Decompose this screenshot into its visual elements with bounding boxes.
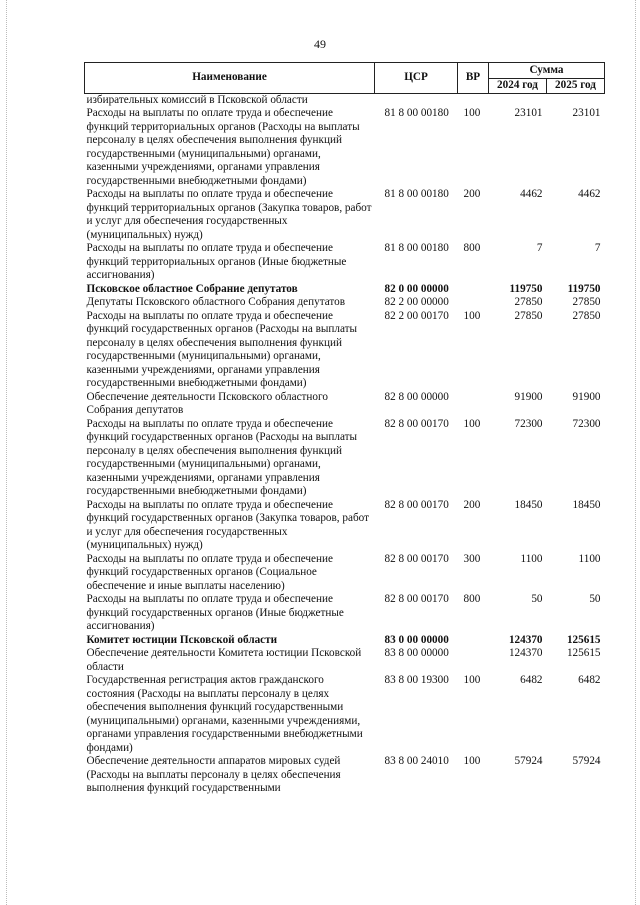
row-sum-2025-cell: 23101 xyxy=(572,107,601,119)
row-vr-cell: 200 xyxy=(463,188,481,200)
row-vr-cell: 100 xyxy=(463,309,481,322)
table-row xyxy=(85,310,605,391)
header-sum: Сумма xyxy=(489,63,605,79)
row-csr-cell: 82 2 00 00000 xyxy=(384,296,449,308)
row-csr-cell: 82 8 00 00170 xyxy=(384,552,449,565)
row-sum-2024-cell: 72300 xyxy=(514,417,543,430)
row-vr-cell: 100 xyxy=(463,107,481,119)
header-name: Наименование xyxy=(85,63,375,94)
row-vr-cell: 100 xyxy=(463,674,481,686)
table-row xyxy=(85,674,605,755)
table-row xyxy=(85,107,605,188)
row-vr-cell: 100 xyxy=(463,755,481,767)
row-name-cell: Расходы на выплаты по оплате труда и обеспечение функций государственных органов (Социальное обеспечение и иные выплаты населению) xyxy=(86,552,333,592)
scan-edge-left xyxy=(6,0,7,905)
row-sum-2024-cell: 50 xyxy=(531,593,543,605)
row-vr-cell: 800 xyxy=(463,593,481,605)
row-vr-cell xyxy=(458,283,489,297)
row-sum-2025-cell: 27850 xyxy=(572,296,601,308)
row-vr-cell: 300 xyxy=(463,552,481,565)
row-vr-cell: 800 xyxy=(463,242,481,254)
row-csr-cell: 81 8 00 00180 xyxy=(384,242,449,254)
row-name-cell: Обеспечение деятельности Комитета юстиции Псковской области xyxy=(86,647,362,673)
row-name-cell: Расходы на выплаты по оплате труда и обеспечение функций государственных органов (Расходы на выплаты персоналу в целях обеспечения выполнения функций государственными (муниципальными) органами, казенными учреждениями, органами управления государственными внебюджетными фондами) xyxy=(86,417,358,497)
row-sum-2024-cell: 23101 xyxy=(514,107,543,119)
table-row xyxy=(85,647,605,674)
row-sum-2025-cell: 27850 xyxy=(572,309,601,322)
row-csr-cell: 81 8 00 00180 xyxy=(384,107,449,119)
row-name-cell: Расходы на выплаты по оплате труда и обеспечение функций территориальных органов (Иные бюджетные ассигнования) xyxy=(86,242,347,281)
row-sum-2024-cell: 91900 xyxy=(514,390,543,403)
row-sum-2025-cell: 1100 xyxy=(578,552,601,565)
row-csr-cell: 83 8 00 24010 xyxy=(384,755,449,767)
row-sum-2025-cell: 18450 xyxy=(572,498,601,511)
row-sum-2024-cell: 119750 xyxy=(509,282,543,295)
table-row xyxy=(85,634,605,648)
header-year-2025: 2025 год xyxy=(547,79,605,94)
header-year-2024: 2024 год xyxy=(489,79,547,94)
table-header xyxy=(85,63,605,94)
table-row xyxy=(85,418,605,499)
row-sum-2024-cell: 18450 xyxy=(514,498,543,511)
row-name-cell: Комитет юстиции Псковской области xyxy=(86,633,278,646)
table-row xyxy=(85,755,605,796)
scan-edge-right xyxy=(635,0,636,905)
row-sum-2024-cell: 7 xyxy=(536,242,543,254)
row-csr-cell: 82 8 00 00000 xyxy=(384,390,449,403)
row-sum-2025-cell: 125615 xyxy=(566,633,601,646)
row-sum-2024-cell: 124370 xyxy=(508,633,543,646)
row-sum-2024-cell: 6482 xyxy=(520,674,543,686)
table-row xyxy=(85,296,605,310)
row-csr-cell: 81 8 00 00180 xyxy=(384,188,449,200)
row-sum-2024-cell xyxy=(489,93,547,107)
row-sum-2024-cell: 27850 xyxy=(514,296,543,308)
row-sum-2025-cell: 72300 xyxy=(572,417,601,430)
budget-table xyxy=(84,62,605,796)
row-csr-cell: 82 8 00 00170 xyxy=(384,593,449,605)
row-vr-cell xyxy=(458,296,489,310)
header-vr: ВР xyxy=(458,63,489,94)
row-name-cell: Обеспечение деятельности Псковского областного Собрания депутатов xyxy=(86,390,328,416)
table-row xyxy=(85,553,605,594)
table-row xyxy=(85,242,605,283)
row-sum-2024-cell: 57924 xyxy=(514,755,543,767)
row-sum-2025-cell: 7 xyxy=(594,242,601,254)
table-row xyxy=(85,391,605,418)
row-csr-cell: 83 8 00 00000 xyxy=(384,647,449,659)
row-vr-cell xyxy=(458,647,489,674)
table-row xyxy=(85,593,605,634)
row-sum-2025-cell: 50 xyxy=(589,593,601,605)
row-sum-2024-cell: 124370 xyxy=(508,647,543,659)
row-sum-2025-cell xyxy=(547,93,605,107)
header-csr: ЦСР xyxy=(375,63,458,94)
row-name-cell: Государственная регистрация актов гражданского состояния (Расходы на выплаты персоналу в целях обеспечения выполнения функций государственными (муниципальными) органами, казенными учреждениями, органами управления государственными внебюджетными фондами) xyxy=(86,674,363,754)
row-name-cell: Расходы на выплаты по оплате труда и обеспечение функций территориальных органов (Закупка товаров, работ и услуг для обеспечения государственных (муниципальных) нужд) xyxy=(86,188,372,241)
row-vr-cell: 200 xyxy=(463,498,481,511)
row-csr-cell: 82 8 00 00170 xyxy=(384,498,449,511)
row-csr-cell xyxy=(375,93,458,107)
row-name-cell: Расходы на выплаты по оплате труда и обеспечение функций территориальных органов (Расходы на выплаты персоналу в целях обеспечения выполнения функций государственными (муниципальными) органами, казенными учреждениями, органами управления государственными внебюджетными фондами) xyxy=(86,107,360,187)
row-sum-2025-cell: 4462 xyxy=(578,188,601,200)
row-name-cell: избирательных комиссий в Псковской области xyxy=(86,93,308,106)
row-name-cell: Расходы на выплаты по оплате труда и обеспечение функций государственных органов (Расходы на выплаты персоналу в целях обеспечения выполнения функций государственными (муниципальными) органами, казенными учреждениями, органами управления государственными внебюджетными фондами) xyxy=(86,309,358,389)
row-vr-cell xyxy=(458,634,489,648)
row-sum-2025-cell: 91900 xyxy=(572,390,601,403)
row-name-cell: Псковское областное Собрание депутатов xyxy=(86,282,298,295)
row-csr-cell: 83 8 00 19300 xyxy=(384,674,449,686)
row-sum-2024-cell: 4462 xyxy=(520,188,543,200)
table-row xyxy=(85,283,605,297)
row-csr-cell: 82 0 00 00000 xyxy=(384,282,449,295)
row-vr-cell xyxy=(458,391,489,418)
row-name-cell: Депутаты Псковского областного Собрания депутатов xyxy=(86,296,346,308)
row-csr-cell: 83 0 00 00000 xyxy=(384,633,449,646)
page-number: 49 xyxy=(314,37,326,51)
row-sum-2025-cell: 57924 xyxy=(572,755,601,767)
row-sum-2024-cell: 27850 xyxy=(514,309,543,322)
table-row xyxy=(85,188,605,242)
row-vr-cell: 100 xyxy=(463,417,481,430)
row-name-cell: Расходы на выплаты по оплате труда и обеспечение функций государственных органов (Иные бюджетные ассигнования) xyxy=(86,593,344,632)
row-sum-2025-cell: 119750 xyxy=(567,282,601,295)
row-sum-2025-cell: 6482 xyxy=(578,674,601,686)
row-vr-cell xyxy=(458,93,489,107)
table-body xyxy=(85,93,605,796)
table-row xyxy=(85,499,605,553)
row-sum-2025-cell: 125615 xyxy=(566,647,601,659)
row-sum-2024-cell: 1100 xyxy=(520,552,543,565)
row-name-cell: Расходы на выплаты по оплате труда и обеспечение функций государственных органов (Закупка товаров, работ и услуг для обеспечения государственных (муниципальных) нужд) xyxy=(86,498,369,551)
row-csr-cell: 82 2 00 00170 xyxy=(384,309,449,322)
table-row xyxy=(85,93,605,107)
row-csr-cell: 82 8 00 00170 xyxy=(384,417,449,430)
row-name-cell: Обеспечение деятельности аппаратов мировых судей (Расходы на выплаты персоналу в целях обеспечения выполнения функций государственными xyxy=(86,755,341,794)
